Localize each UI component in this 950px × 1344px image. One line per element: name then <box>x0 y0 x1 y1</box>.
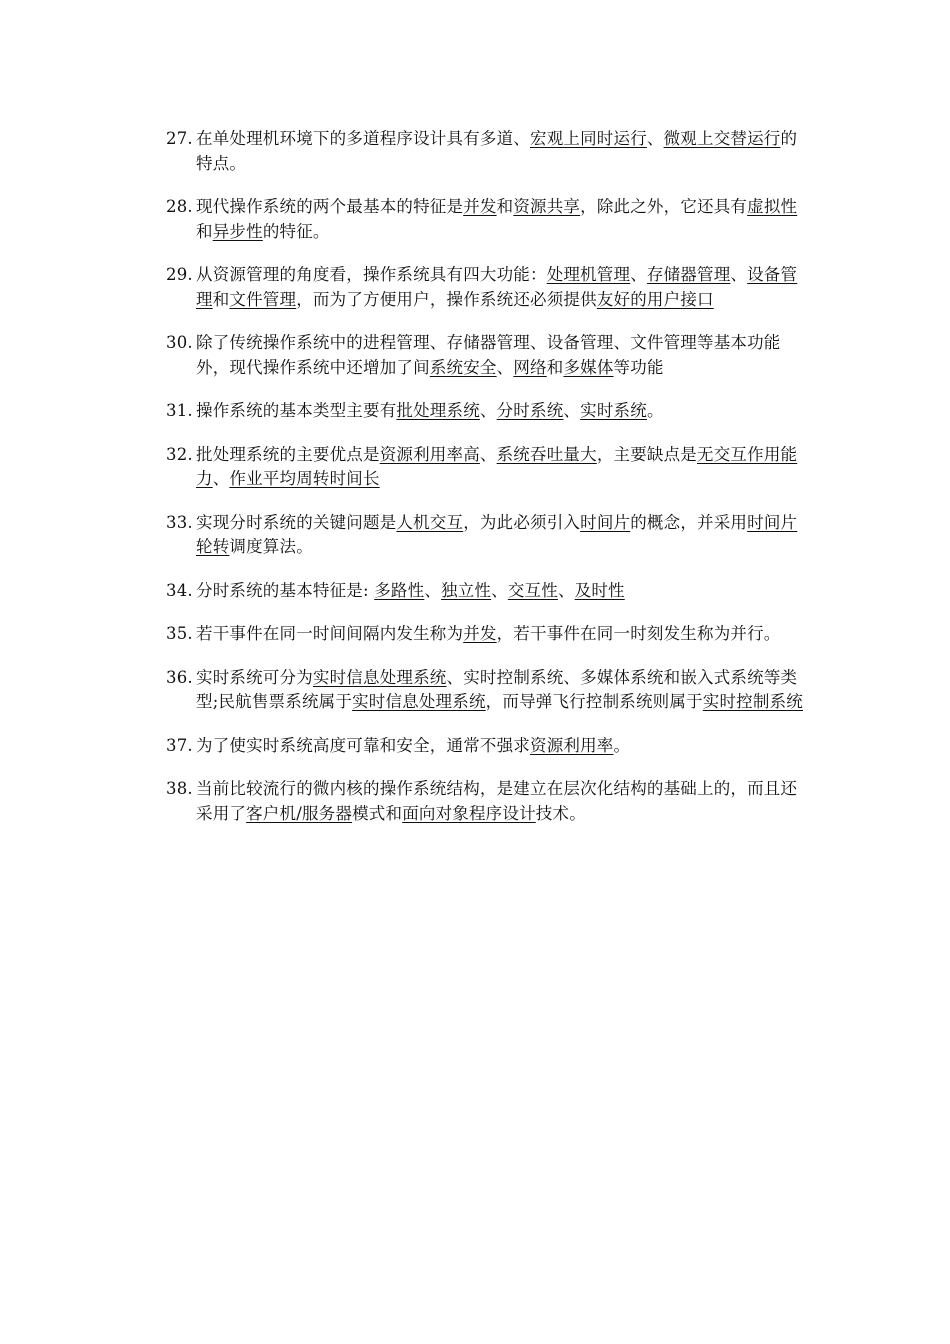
answer-blank: 实时控制系统 <box>702 692 803 711</box>
text-segment: 、 <box>491 580 508 600</box>
answer-blank: 网络 <box>513 357 547 377</box>
text-segment: 、 <box>630 265 647 284</box>
text-segment: 等功能 <box>613 357 664 377</box>
answer-blank: 系统安全 <box>429 357 497 377</box>
text-segment: 若干事件在同一时间间隔内发生称为 <box>196 624 464 643</box>
list-item <box>166 443 806 492</box>
text-segment: 技术。 <box>535 803 586 823</box>
text-segment: 当前比较流行的微内核的操作系统结构，是建立在层次化结构的基础上的，而且还采用了 <box>196 779 798 823</box>
item-text <box>196 736 630 755</box>
answer-blank: 作业平均周转时间长 <box>229 469 380 488</box>
item-text <box>196 333 781 377</box>
text-segment: 、 <box>557 580 575 600</box>
list-item <box>166 399 806 424</box>
answer-blank: 客户机/服务器 <box>246 803 353 823</box>
item-number: 38. <box>166 779 193 798</box>
answer-blank: 虚拟性 <box>747 197 798 216</box>
item-number: 34. <box>166 580 193 600</box>
question-list <box>166 127 806 845</box>
item-number: 32. <box>166 444 193 464</box>
answer-blank: 批处理系统 <box>396 401 480 420</box>
item-text <box>196 197 797 241</box>
text-segment: 和 <box>196 221 213 241</box>
answer-blank: 异步性 <box>212 221 263 241</box>
list-item <box>166 666 806 715</box>
text-segment: 从资源管理的角度看，操作系统具有四大功能： <box>196 265 547 284</box>
text-segment: 调度算法。 <box>229 537 313 556</box>
answer-blank: 面向对象程序设计 <box>402 803 536 823</box>
text-segment: 在单处理机环境下的多道程序设计具有多道、 <box>196 129 530 148</box>
text-segment: 、 <box>479 444 497 464</box>
text-segment: 除了传统操作系统中的进程管理、存储器管理、设备管理、文件管理等基本功能外，现代操作系统中还增加了间 <box>196 333 781 377</box>
answer-blank: 分时系统 <box>496 401 564 420</box>
text-segment: 操作系统的基本类型主要有 <box>196 401 397 420</box>
answer-blank: 交互性 <box>507 580 558 600</box>
text-segment: 、 <box>730 265 748 284</box>
answer-blank: 处理机管理 <box>546 265 631 284</box>
text-segment: 、 <box>563 401 581 420</box>
item-text <box>196 445 797 489</box>
text-segment: 和 <box>546 357 564 377</box>
item-text <box>196 581 625 600</box>
item-number: 31. <box>166 401 193 420</box>
answer-blank: 无交互作用能力 <box>196 444 798 488</box>
text-segment: 。 <box>646 401 664 420</box>
answer-blank: 独立性 <box>441 580 492 600</box>
text-segment: 和 <box>212 289 230 309</box>
list-item <box>166 263 806 312</box>
item-number: 27. <box>166 129 193 148</box>
answer-blank: 资源利用率 <box>530 735 614 755</box>
answer-blank: 多媒体 <box>563 357 614 377</box>
answer-blank: 人机交互 <box>396 512 464 532</box>
item-number: 33. <box>166 512 193 532</box>
text-segment: 和 <box>496 197 514 216</box>
list-item <box>166 579 806 604</box>
text-segment: 、 <box>424 580 442 600</box>
text-segment: ，为此必须引入 <box>463 512 581 532</box>
answer-blank: 宏观上同时运行 <box>530 129 647 148</box>
answer-blank: 时间片轮转 <box>196 512 798 556</box>
item-number: 29. <box>166 265 193 284</box>
answer-blank: 多路性 <box>374 580 425 600</box>
text-segment: 。 <box>613 735 631 755</box>
list-item <box>166 734 806 759</box>
list-item <box>166 511 806 560</box>
text-segment: 、 <box>212 469 230 488</box>
answer-blank: 资源利用率高 <box>379 444 480 464</box>
text-segment: 、 <box>646 129 664 148</box>
answer-blank: 实时信息处理系统 <box>352 692 486 711</box>
answer-blank: 文件管理 <box>229 289 297 309</box>
answer-blank: 时间片 <box>580 512 631 532</box>
answer-blank: 资源共享 <box>513 197 581 216</box>
answer-blank: 实时信息处理系统 <box>312 667 447 687</box>
item-number: 35. <box>166 624 193 643</box>
item-text <box>196 668 803 712</box>
list-item <box>166 777 806 826</box>
list-item <box>166 622 806 647</box>
text-segment: ，若干事件在同一时刻发生称为并行。 <box>496 624 781 643</box>
item-text <box>196 779 797 823</box>
text-segment: ，而导弹飞行控制系统则属于 <box>485 692 703 711</box>
text-segment: 、 <box>496 357 514 377</box>
item-text <box>196 624 781 643</box>
answer-blank: 存储器管理 <box>646 265 731 284</box>
text-segment: 分时系统的基本特征是: <box>196 580 375 600</box>
text-segment: 的概念，并采用 <box>630 512 748 532</box>
answer-blank: 系统吞吐量大 <box>496 444 597 464</box>
item-number: 37. <box>166 735 193 755</box>
text-segment: 现代操作系统的两个最基本的特征是 <box>196 197 464 216</box>
text-segment: 的特征。 <box>262 221 330 241</box>
answer-blank: 微观上交替运行 <box>663 129 781 148</box>
text-segment: 的特点。 <box>196 129 798 173</box>
answer-blank: 友好的用户接口 <box>596 289 714 309</box>
text-segment: 为了使实时系统高度可靠和安全，通常不强求 <box>196 735 530 755</box>
list-item <box>166 331 806 380</box>
text-segment: 批处理系统的主要优点是 <box>196 444 380 464</box>
answer-blank: 实时系统 <box>580 401 647 420</box>
item-number: 36. <box>166 667 193 687</box>
item-text <box>196 129 797 173</box>
item-number: 30. <box>166 333 193 352</box>
text-segment: 模式和 <box>352 803 403 823</box>
text-segment: ，除此之外，它还具有 <box>580 197 748 216</box>
item-text <box>196 265 797 309</box>
text-segment: ，主要缺点是 <box>596 444 698 464</box>
item-text <box>196 401 664 420</box>
answer-blank: 及时性 <box>574 580 625 600</box>
text-segment: 实时系统可分为 <box>196 667 313 687</box>
text-segment: ，而为了方便用户，操作系统还必须提供 <box>296 289 597 309</box>
item-text <box>196 513 797 557</box>
answer-blank: 并发 <box>463 197 497 216</box>
answer-blank: 设备管理 <box>196 265 798 309</box>
text-segment: 实现分时系统的关键问题是 <box>196 512 397 532</box>
answer-blank: 并发 <box>463 624 497 643</box>
text-segment: 、实时控制系统、多媒体系统和嵌入式系统等类型;民航售票系统属于 <box>196 667 798 711</box>
item-number: 28. <box>166 197 193 216</box>
list-item <box>166 127 806 176</box>
text-segment: 、 <box>479 401 497 420</box>
list-item <box>166 195 806 244</box>
